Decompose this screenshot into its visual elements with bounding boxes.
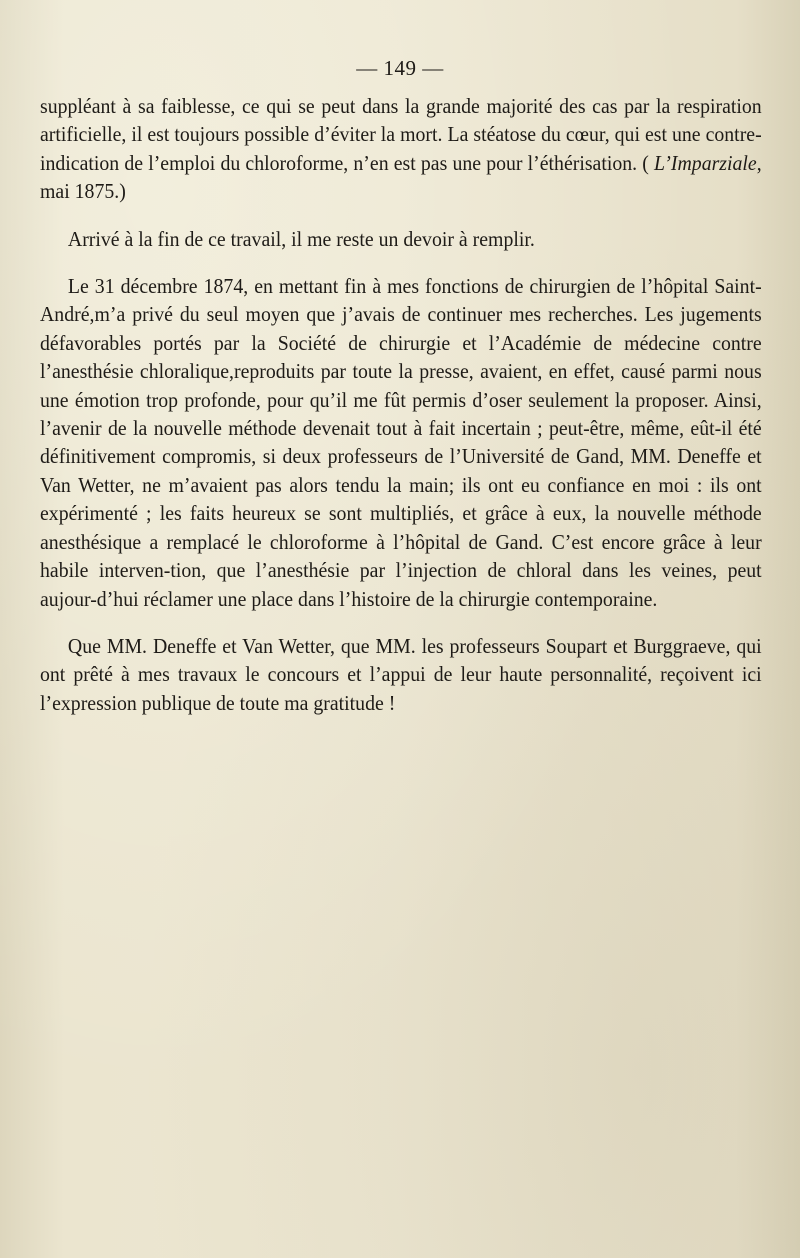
paragraph-4: Que MM. Deneffe et Van Wetter, que MM. les professeurs Soupart et Burggraeve, qui ont prêté à mes travaux le concours et l’appui de leur haute personnalité, reçoivent ici l’expression publique de toute ma gratitude !: [40, 633, 762, 715]
journal-title: L’Imparziale: [654, 150, 757, 175]
paragraph-1: [40, 92, 762, 206]
paragraph-1-text: suppléant à sa faiblesse, ce qui se peut dans la grande majorité des cas par la respiration artificielle, il est toujours possible d’éviter la mort. La stéatose du cœur, qui est une contre-indication de l’emploi du chloroforme, n’en est pas une pour l’éthérisation. (: [40, 94, 762, 175]
body-text: [40, 92, 762, 717]
paragraph-3: Le 31 décembre 1874, en mettant fin à mes fonctions de chirurgien de l’hôpital Saint-André,m’a privé du seul moyen que j’avais de continuer mes recherches. Les jugements défavorables portés par la Société de chirurgie et l’Académie de médecine contre l’anesthésie chloralique,reproduits par toute la presse, avaient, en effet, causé parmi nous une émotion trop profonde, pour qu’il me fût permis d’oser seulement la proposer. Ainsi, l’avenir de la nouvelle méthode devenait tout à fait incertain ; peut-être, même, eût-il été définitivement compromis, si deux professeurs de l’Université de Gand, MM. Deneffe et Van Wetter, ne m’avaient pas alors tendu la main; ils ont eu confiance en moi : ils ont expérimenté ; les faits heureux se sont multipliés, et grâce à eux, la nouvelle méthode anesthésique a remplacé le chloroforme à l’hôpital de Gand. C’est encore grâce à leur habile interven-tion, que l’anesthésie par l’injection de chloral dans les veines, peut aujour-d’hui réclamer une place dans l’histoire de la chirurgie contemporaine.: [40, 274, 762, 611]
paragraph-2: Arrivé à la fin de ce travail, il me reste un devoir à remplir.: [67, 226, 535, 251]
paragraph-1-text-end: , mai 1875.): [40, 150, 762, 204]
page-number: — 149 —: [356, 56, 444, 80]
